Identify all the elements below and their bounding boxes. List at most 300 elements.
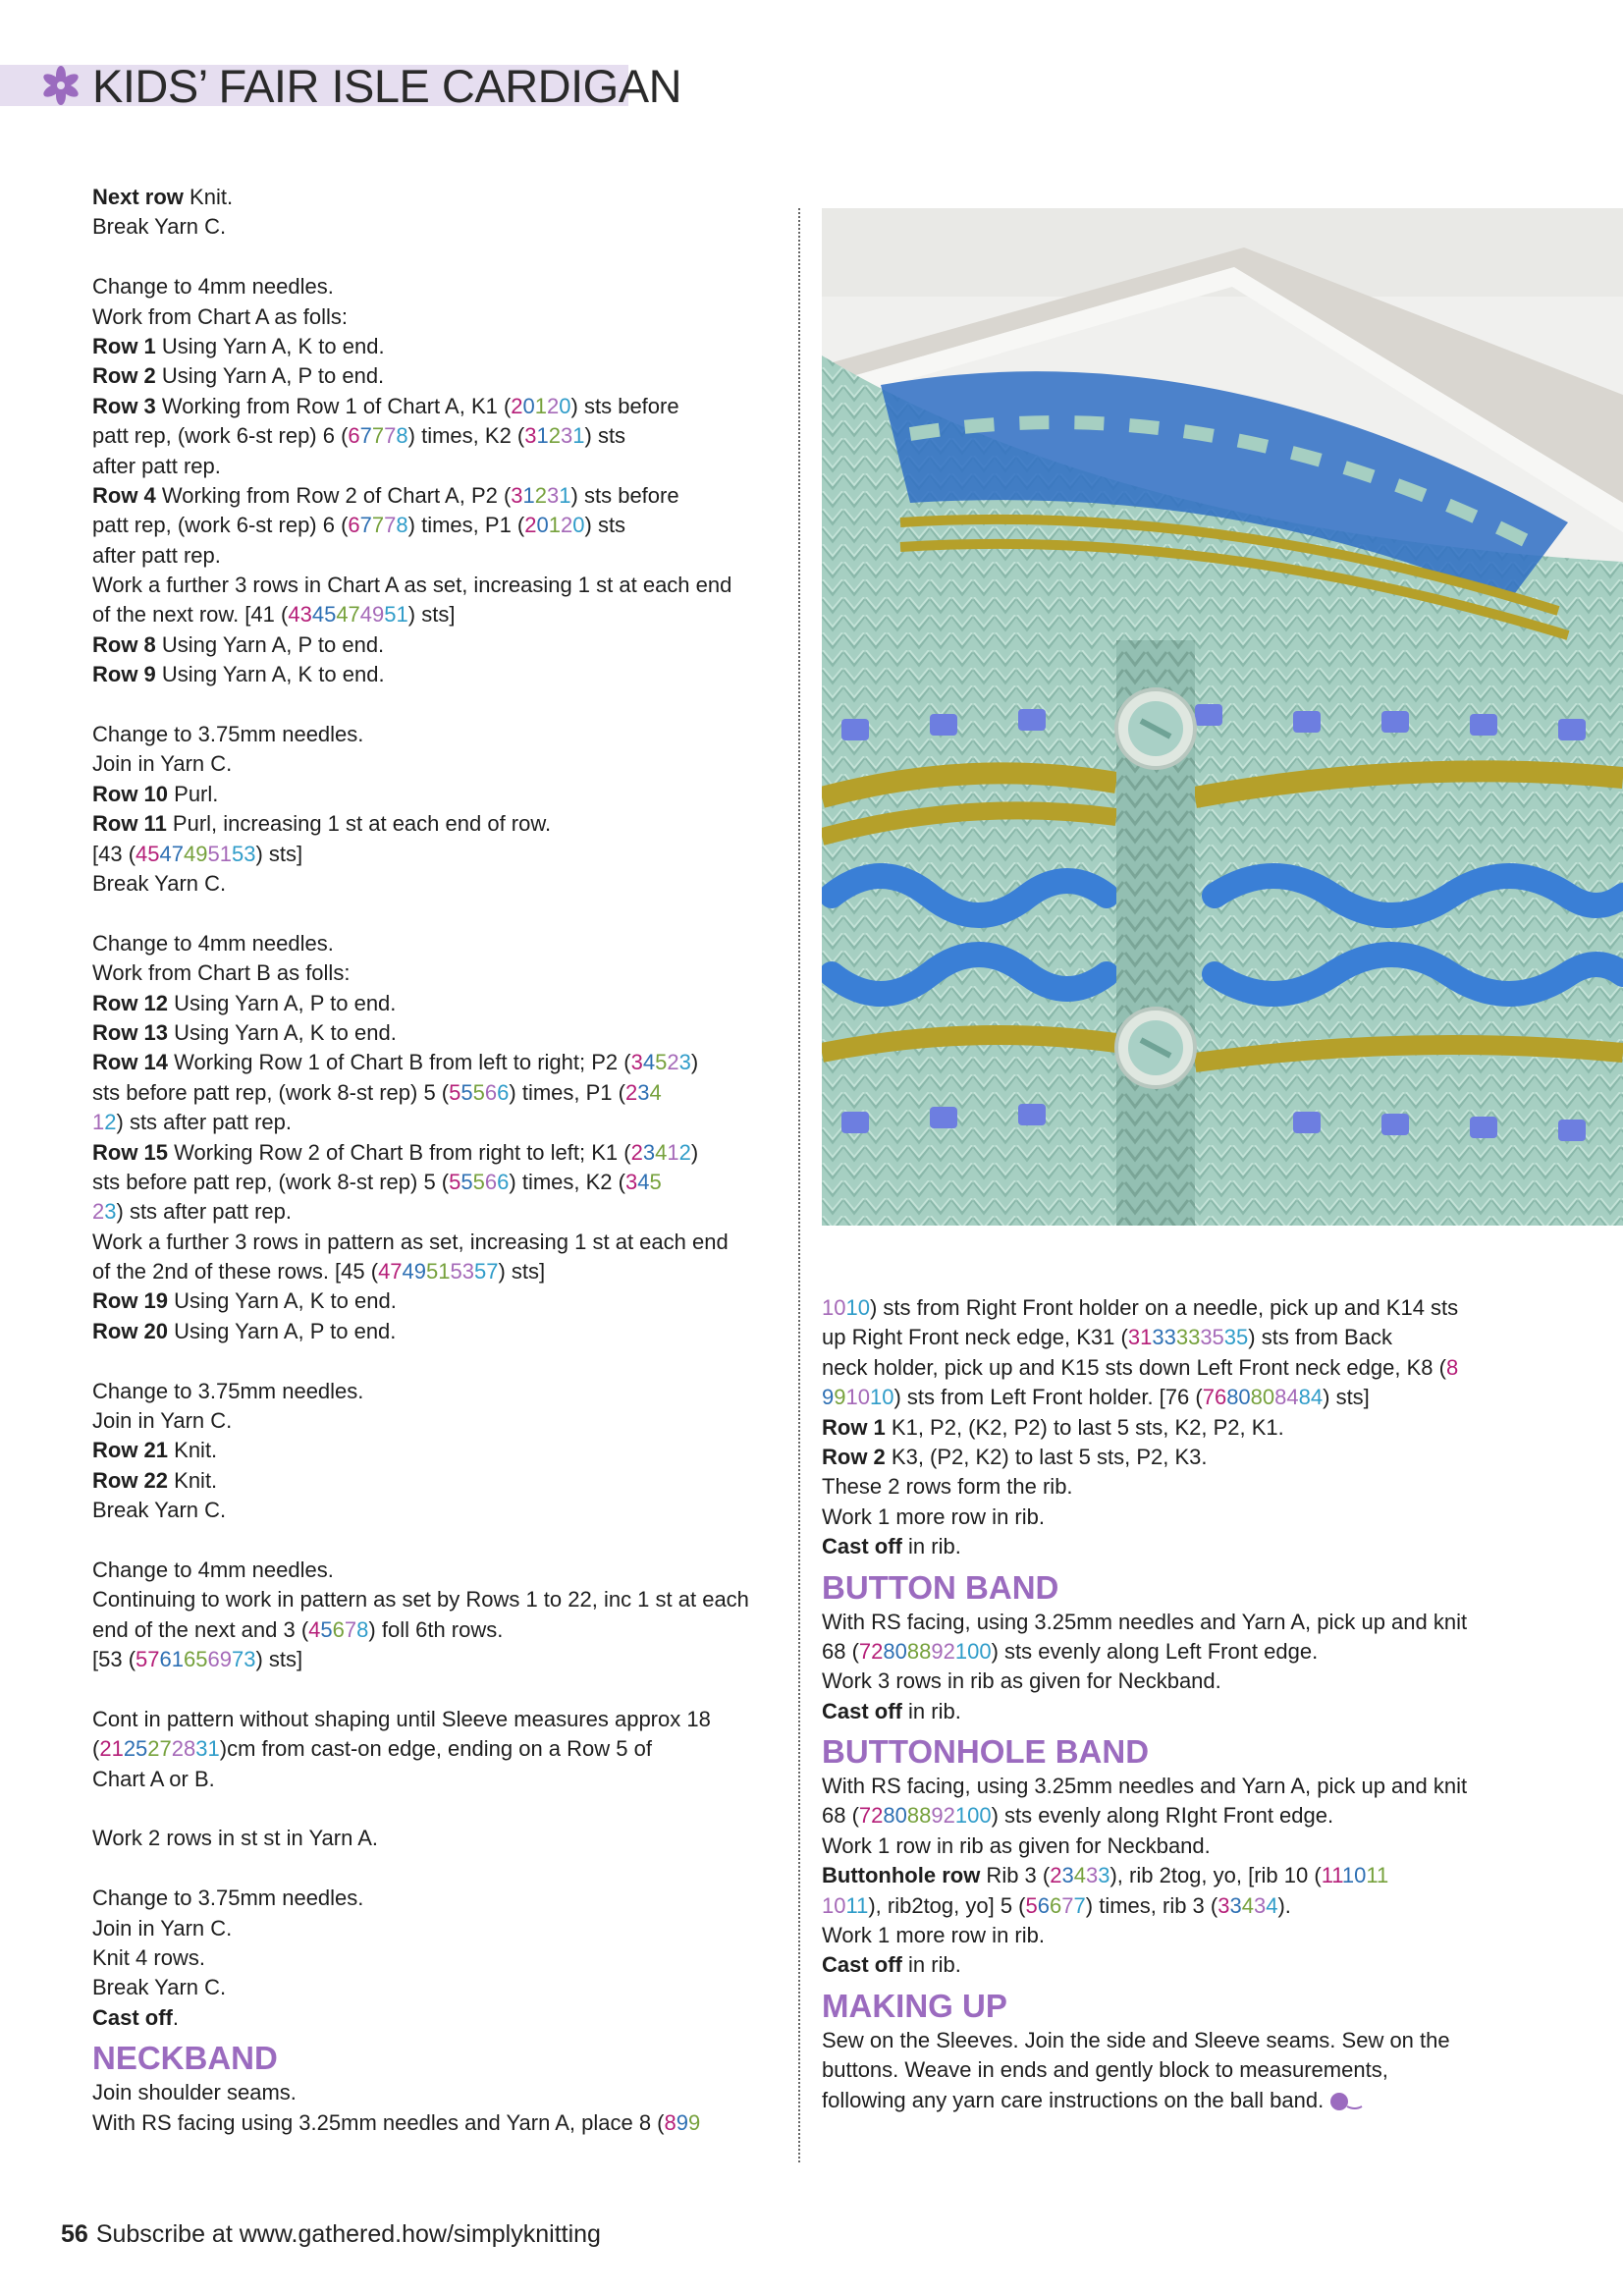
text-run: sts before patt rep, (work 8-st rep) 5 ( (92, 1169, 450, 1194)
size-value: 47 (336, 602, 360, 628)
text-run: Cont in pattern without shaping until Sleeve measures approx 18 (92, 1706, 711, 1731)
text-line (92, 1824, 780, 1853)
text-line (92, 421, 780, 451)
text-line (92, 1018, 780, 1048)
blank-line (92, 1526, 780, 1556)
text-run: of the 2nd of these rows. [45 ( (92, 1259, 379, 1285)
text-run: Break Yarn C. (92, 1975, 227, 2000)
text-run: Work 1 more row in rib. (822, 1923, 1045, 1948)
text-line (822, 2086, 1509, 2115)
size-value: 51 (426, 1259, 451, 1285)
size-value: 3 (104, 1199, 117, 1225)
blank-line (92, 690, 780, 720)
size-value: 45 (135, 841, 160, 866)
text-line (92, 511, 780, 540)
size-value: 4 (1241, 1892, 1254, 1918)
page-footer (61, 2220, 601, 2249)
size-value: 4 (649, 1079, 662, 1105)
size-value: 51 (207, 841, 232, 866)
text-line (92, 1496, 780, 1525)
size-value: 7 (1061, 1892, 1074, 1918)
section-heading (92, 2039, 780, 2078)
text-run: of the next row. [41 ( (92, 602, 289, 628)
size-value: 73 (231, 1647, 256, 1672)
size-value: 1 (667, 1139, 679, 1165)
size-value: 1 (548, 513, 561, 538)
cardigan-photo (822, 208, 1623, 1226)
size-value: 3 (637, 1079, 650, 1105)
size-value: 2 (511, 393, 523, 418)
size-value: 2 (547, 393, 560, 418)
text-run: Change to 4mm needles. (92, 1557, 334, 1582)
size-value: 4 (1266, 1892, 1278, 1918)
text-run: Sew on the Sleeves. Join the side and Sleeve seams. Sew on the (822, 2027, 1450, 2052)
row-label: Row 12 (92, 990, 169, 1015)
text-run: following any yarn care instructions on the ball band. (822, 2087, 1325, 2112)
text-run: Work 3 rows in rib as given for Neckband. (822, 1668, 1221, 1694)
text-line (92, 630, 780, 660)
size-value: 35 (1223, 1325, 1249, 1350)
text-run: ) sts] (407, 602, 456, 628)
row-label: Row 10 (92, 781, 169, 806)
size-value: 84 (1298, 1385, 1324, 1410)
text-run: Working Row 1 of Chart B from left to right; P2 ( (168, 1050, 631, 1075)
text-run: Using Yarn A, K to end. (155, 662, 385, 687)
size-value: 7 (384, 423, 397, 449)
text-line (92, 809, 780, 839)
blank-line (92, 1794, 780, 1824)
text-line (92, 1436, 780, 1465)
text-run: )cm from cast-on edge, ending on a Row 5 of (219, 1736, 652, 1762)
size-value: 5 (472, 1169, 485, 1194)
size-value: 5 (460, 1169, 473, 1194)
text-run: Purl, increasing 1 st at each end of row. (166, 811, 552, 837)
text-run: in rib. (901, 1952, 961, 1978)
size-value: 8 (1445, 1354, 1459, 1380)
text-line (822, 1472, 1509, 1502)
text-run: ) sts (584, 423, 626, 449)
text-run: ), rib2tog, yo] 5 ( (868, 1892, 1026, 1918)
text-run: ) sts before (570, 393, 679, 418)
text-line (92, 1406, 780, 1436)
yarn-ball-icon (1329, 2091, 1363, 2112)
text-line (92, 1377, 780, 1406)
size-value: 10 (822, 1892, 846, 1918)
row-label: Cast off (822, 1698, 902, 1723)
text-run: Knit. (168, 1467, 218, 1493)
size-value: 3 (678, 1050, 691, 1075)
text-line (92, 958, 780, 988)
cardigan-illustration (822, 208, 1623, 1226)
text-run: Work a further 3 rows in pattern as set, increasing 1 st at each end (92, 1229, 729, 1254)
size-value: 3 (511, 482, 523, 508)
text-run: Working from Row 2 of Chart A, P2 ( (155, 482, 512, 508)
text-line (92, 272, 780, 301)
text-run: BUTTONHOLE BAND (822, 1733, 1150, 1771)
size-value: 6 (348, 423, 360, 449)
size-value: 4 (308, 1616, 321, 1642)
size-value: 2 (548, 423, 561, 449)
text-run: 68 ( (822, 1803, 859, 1829)
text-run: ) sts evenly along Left Front edge. (991, 1638, 1319, 1664)
size-value: 0 (522, 393, 535, 418)
text-run: Work from Chart B as folls: (92, 960, 351, 986)
text-line (822, 1697, 1509, 1726)
text-run: Chart A or B. (92, 1766, 215, 1791)
size-value: 8 (356, 1616, 369, 1642)
row-label: Row 15 (92, 1139, 169, 1165)
text-run: K3, (P2, K2) to last 5 sts, P2, K3. (885, 1444, 1208, 1469)
text-line (92, 929, 780, 958)
size-value: 88 (906, 1638, 932, 1664)
text-run: Using Yarn A, K to end. (155, 333, 385, 358)
text-run: Knit. (168, 1438, 218, 1463)
text-run: Working Row 2 of Chart B from right to left; K1 ( (168, 1139, 631, 1165)
size-value: 3 (1061, 1863, 1074, 1888)
size-value: 88 (906, 1803, 932, 1829)
text-run: ) sts from Left Front holder. [76 ( (893, 1385, 1203, 1410)
size-value: 2 (667, 1050, 679, 1075)
text-line (92, 1197, 780, 1227)
size-value: 80 (883, 1803, 907, 1829)
size-value: 3 (561, 423, 573, 449)
blank-line (92, 243, 780, 272)
size-value: 21 (99, 1736, 124, 1762)
size-value: 3 (1229, 1892, 1242, 1918)
row-label: Buttonhole row (822, 1863, 981, 1888)
size-value: 3 (547, 482, 560, 508)
size-value: 1 (559, 482, 571, 508)
text-line (92, 1048, 780, 1077)
row-label: Row 4 (92, 482, 156, 508)
text-line (92, 1914, 780, 1943)
text-line (92, 1585, 780, 1614)
size-value: 49 (184, 841, 208, 866)
size-value: 2 (561, 513, 573, 538)
size-value: 6 (1050, 1892, 1062, 1918)
size-value: 2 (92, 1199, 105, 1225)
text-line (92, 600, 780, 629)
size-value: 5 (449, 1169, 461, 1194)
size-value: 2 (630, 1139, 643, 1165)
text-line (92, 1078, 780, 1108)
size-value: 10 (1341, 1863, 1367, 1888)
text-run: Work a further 3 rows in Chart A as set, increasing 1 st at each end (92, 573, 732, 598)
text-line (822, 1891, 1509, 1921)
text-line (92, 1615, 780, 1645)
text-run: ) sts] (1323, 1385, 1370, 1410)
size-value: 7 (359, 513, 372, 538)
text-run: after patt rep. (92, 453, 221, 478)
size-value: 1 (534, 393, 548, 418)
text-run: With RS facing using 3.25mm needles and Yarn A, place 8 ( (92, 2109, 665, 2135)
text-run: Purl. (168, 781, 219, 806)
size-value: 49 (402, 1259, 427, 1285)
size-value: 72 (858, 1803, 884, 1829)
size-value: 6 (1037, 1892, 1051, 1918)
text-run: ) sts from Back (1248, 1325, 1392, 1350)
size-value: 3 (1085, 1863, 1099, 1888)
text-line (92, 989, 780, 1018)
size-value: 4 (637, 1169, 650, 1194)
size-value: 10 (845, 1385, 870, 1410)
text-run: Break Yarn C. (92, 1498, 227, 1523)
text-line (92, 2108, 780, 2138)
size-value: 9 (676, 2109, 689, 2135)
size-value: 1 (92, 1110, 105, 1135)
size-value: 9 (834, 1385, 846, 1410)
size-value: 76 (1202, 1385, 1227, 1410)
text-line (92, 1705, 780, 1734)
size-value: 6 (484, 1169, 498, 1194)
size-value: 11 (845, 1892, 869, 1918)
blank-line (92, 1854, 780, 1884)
text-run: [43 ( (92, 841, 136, 866)
size-value: 28 (171, 1736, 196, 1762)
text-run: ) times, P1 ( (407, 513, 525, 538)
pattern-text-left (92, 183, 780, 2138)
pattern-text-right (822, 1293, 1509, 2115)
text-run: Break Yarn C. (92, 870, 227, 896)
text-run: . (172, 2004, 180, 2030)
row-label: Row 21 (92, 1438, 169, 1463)
text-run: ) (690, 1050, 699, 1075)
section-heading (822, 1732, 1509, 1772)
text-run: ) sts before (570, 482, 679, 508)
size-value: 80 (1250, 1385, 1275, 1410)
page-title: KIDS’ FAIR ISLE CARDIGAN (92, 60, 682, 112)
size-value: 3 (524, 423, 537, 449)
text-line (92, 1168, 780, 1197)
text-line (92, 869, 780, 899)
section-heading (822, 1987, 1509, 2026)
text-line (822, 1608, 1509, 1637)
text-run: in rib. (901, 1698, 961, 1723)
text-run: Using Yarn A, K to end. (168, 1288, 397, 1314)
text-run: patt rep, (work 6-st rep) 6 ( (92, 513, 349, 538)
row-label: Row 14 (92, 1050, 169, 1075)
blank-line (92, 1675, 780, 1705)
text-line (92, 481, 780, 511)
size-value: 5 (649, 1169, 662, 1194)
row-label: Row 19 (92, 1288, 169, 1314)
text-line (822, 1532, 1509, 1561)
text-line (92, 1734, 780, 1764)
size-value: 6 (497, 1079, 510, 1105)
row-label: Row 2 (92, 363, 156, 389)
text-line (92, 780, 780, 809)
size-value: 3 (642, 1139, 656, 1165)
size-value: 1 (536, 423, 549, 449)
text-line (822, 1831, 1509, 1861)
page-number: 56 (61, 2220, 88, 2248)
size-value: 5 (449, 1079, 461, 1105)
size-value: 10 (845, 1295, 870, 1320)
subscribe-link[interactable]: Subscribe at www.gathered.how/simplyknitting (95, 2220, 601, 2248)
size-value: 84 (1274, 1385, 1299, 1410)
text-line (92, 212, 780, 242)
text-run: in rib. (901, 1534, 961, 1559)
size-value: 51 (384, 602, 408, 628)
text-run: neck holder, pick up and K15 sts down Left Front neck edge, K8 ( (822, 1354, 1446, 1380)
size-value: 1 (522, 482, 535, 508)
text-line (822, 1353, 1509, 1383)
text-line (92, 541, 780, 571)
text-run: Join in Yarn C. (92, 1408, 233, 1434)
text-line (92, 1228, 780, 1257)
text-run: Using Yarn A, P to end. (155, 631, 385, 657)
size-value: 31 (1127, 1325, 1153, 1350)
text-run: ) sts] (255, 841, 303, 866)
text-run: Work 2 rows in st st in Yarn A. (92, 1826, 378, 1851)
text-run: Rib 3 ( (980, 1863, 1051, 1888)
text-run: end of the next and 3 ( (92, 1616, 309, 1642)
row-label: Row 1 (822, 1414, 886, 1440)
size-value: 47 (378, 1259, 403, 1285)
text-line (92, 1973, 780, 2002)
size-value: 11 (1321, 1863, 1342, 1888)
text-line (822, 1861, 1509, 1890)
text-line (822, 1637, 1509, 1667)
text-run: ) foll 6th rows. (368, 1616, 504, 1642)
size-value: 35 (1200, 1325, 1224, 1350)
size-value: 8 (396, 513, 408, 538)
text-line (92, 660, 780, 689)
text-run: Change to 3.75mm needles. (92, 1886, 364, 1911)
text-run: ) sts] (255, 1647, 303, 1672)
row-label: Cast off (92, 2004, 173, 2030)
text-line (822, 1383, 1509, 1412)
size-value: 7 (384, 513, 397, 538)
flower-icon (41, 63, 81, 108)
size-value: 6 (332, 1616, 345, 1642)
size-value: 92 (931, 1638, 955, 1664)
size-value: 5 (472, 1079, 485, 1105)
size-value: 57 (135, 1647, 160, 1672)
text-run: Using Yarn A, P to end. (168, 1318, 397, 1343)
size-value: 100 (954, 1803, 992, 1829)
size-value: 47 (159, 841, 184, 866)
size-value: 8 (664, 2109, 676, 2135)
column-divider (798, 208, 800, 2162)
text-run: Using Yarn A, P to end. (168, 990, 397, 1015)
text-run: Continuing to work in pattern as set by Rows 1 to 22, inc 1 st at each (92, 1587, 749, 1613)
text-run: ( (92, 1736, 100, 1762)
size-value: 0 (572, 513, 585, 538)
size-value: 65 (184, 1647, 208, 1672)
size-value: 61 (159, 1647, 184, 1672)
text-run: Knit 4 rows. (92, 1945, 205, 1971)
text-run: MAKING UP (822, 1987, 1007, 2024)
text-run: ) times, P1 ( (509, 1079, 625, 1105)
size-value: 33 (1175, 1325, 1201, 1350)
text-line (822, 1503, 1509, 1532)
text-run: K1, P2, (K2, P2) to last 5 sts, K2, P2, K1. (885, 1414, 1284, 1440)
text-line (822, 1950, 1509, 1980)
text-run: Change to 4mm needles. (92, 274, 334, 300)
text-run: up Right Front neck edge, K31 ( (822, 1325, 1128, 1350)
size-value: 6 (497, 1169, 510, 1194)
row-label: Cast off (822, 1952, 902, 1978)
text-line (822, 1323, 1509, 1352)
blank-line (92, 1346, 780, 1376)
text-line (92, 1884, 780, 1913)
size-value: 11 (1366, 1863, 1389, 1888)
size-value: 0 (536, 513, 549, 538)
text-line (92, 183, 780, 212)
text-run: Work from Chart A as folls: (92, 303, 349, 329)
size-value: 3 (1098, 1863, 1110, 1888)
row-label: Row 2 (822, 1444, 886, 1469)
size-value: 2 (624, 1079, 638, 1105)
text-run: ) times, rib 3 ( (1085, 1892, 1218, 1918)
size-value: 5 (1025, 1892, 1038, 1918)
size-value: 2 (534, 482, 548, 508)
size-value: 31 (195, 1736, 220, 1762)
text-run: Knit. (183, 185, 234, 209)
text-run: With RS facing, using 3.25mm needles and Yarn A, pick up and knit (822, 1774, 1468, 1799)
text-run: Work 1 more row in rib. (822, 1503, 1045, 1529)
size-value: 7 (371, 513, 385, 538)
text-line (92, 571, 780, 600)
size-value: 57 (474, 1259, 499, 1285)
size-value: 33 (1152, 1325, 1176, 1350)
size-value: 92 (931, 1803, 955, 1829)
size-value: 2 (678, 1139, 691, 1165)
text-line (92, 2003, 780, 2033)
text-run: ) sts after patt rep. (116, 1199, 293, 1225)
text-run: Join in Yarn C. (92, 1915, 233, 1941)
size-value: 69 (207, 1647, 232, 1672)
text-run: ) sts] (498, 1259, 546, 1285)
text-line (92, 302, 780, 332)
size-value: 8 (396, 423, 408, 449)
text-line (92, 452, 780, 481)
size-value: 43 (288, 602, 312, 628)
text-run: ) sts from Right Front holder on a needle, pick up and K14 sts (869, 1295, 1459, 1320)
text-line (822, 1801, 1509, 1831)
text-line (822, 1293, 1509, 1323)
size-value: 27 (147, 1736, 172, 1762)
text-run: Change to 3.75mm needles. (92, 722, 364, 747)
text-run: Change to 3.75mm needles. (92, 1378, 364, 1403)
size-value: 7 (371, 423, 385, 449)
size-value: 3 (630, 1050, 643, 1075)
row-label: Row 8 (92, 631, 156, 657)
text-line (92, 1556, 780, 1585)
text-run: buttons. Weave in ends and gently block to measurements, (822, 2057, 1388, 2083)
text-line (92, 1108, 780, 1137)
size-value: 5 (655, 1050, 668, 1075)
row-label: Row 22 (92, 1467, 169, 1493)
text-line (92, 1943, 780, 1973)
size-value: 10 (869, 1385, 894, 1410)
size-value: 9 (822, 1385, 835, 1410)
size-value: 3 (624, 1169, 638, 1194)
text-run: NECKBAND (92, 2040, 278, 2077)
row-label: Row 9 (92, 662, 156, 687)
text-run: Break Yarn C. (92, 214, 227, 240)
row-label: Row 13 (92, 1019, 169, 1045)
text-line (92, 1138, 780, 1168)
button-icon (1116, 689, 1195, 768)
size-value: 10 (822, 1295, 846, 1320)
text-line (92, 1645, 780, 1674)
section-heading (822, 1568, 1509, 1608)
size-value: 0 (559, 393, 571, 418)
size-value: 5 (320, 1616, 333, 1642)
text-run: ) (690, 1139, 699, 1165)
